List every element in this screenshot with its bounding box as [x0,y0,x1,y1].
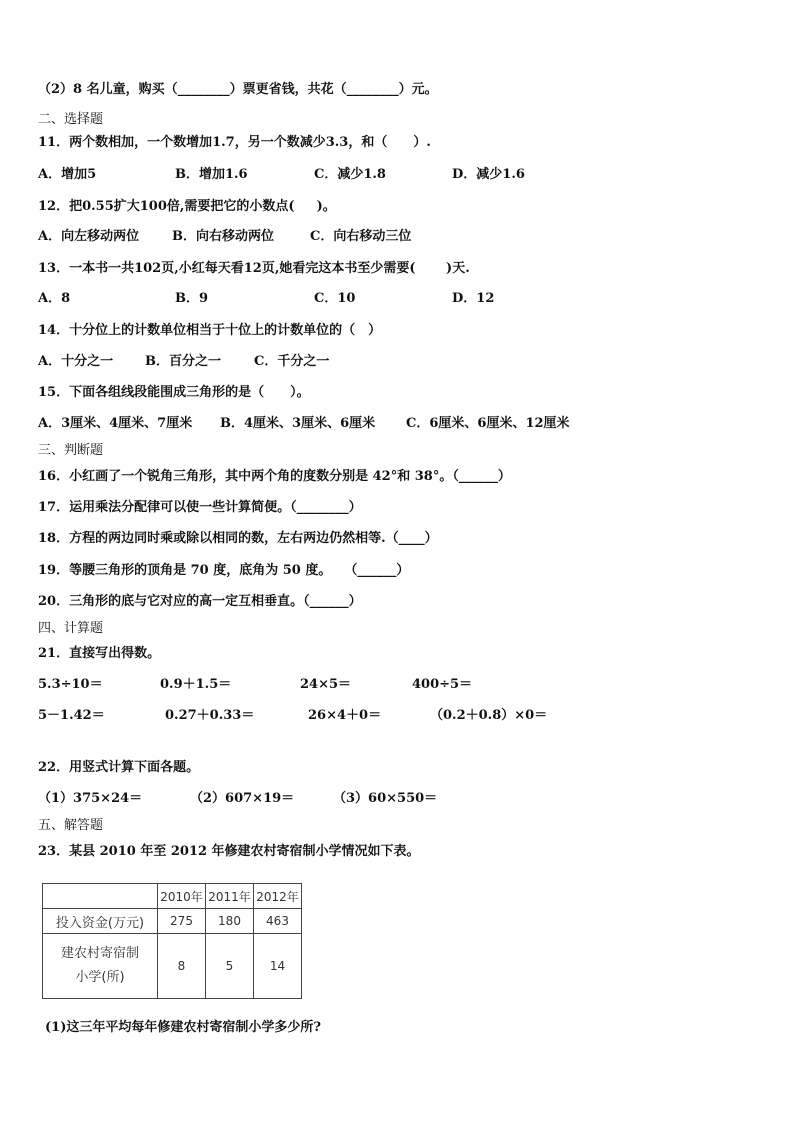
question-19: 19．等腰三角形的顶角是 70 度，底角为 50 度。 （______） [38,563,410,578]
calc-21-r2-c2: 0.27＋0.33＝ [165,708,255,723]
option-11-d: D．减少1.6 [452,167,525,182]
calc-21-r2-c4: （0.2＋0.8）×0＝ [430,708,548,723]
question-13: 13．一本书一共102页,小红每天看12页,她看完这本书至少需要( )天. [38,261,470,276]
table-row [43,909,302,934]
section-heading-choice: 二、选择题 [38,112,104,127]
row-label-line2: 小学(所) [75,970,125,985]
table-cell: 14 [254,934,302,999]
table-cell: 180 [206,909,254,934]
question-23: 23．某县 2010 年至 2012 年修建农村寄宿制小学情况如下表。 [38,844,420,859]
option-15-b: B．4厘米、3厘米、6厘米 [220,416,376,431]
calc-21-r1-c2: 0.9＋1.5＝ [160,677,232,692]
option-13-d: D．12 [452,291,495,306]
calc-21-r2-c1: 5－1.42＝ [38,708,105,723]
calc-21-r1-c4: 400÷5＝ [412,677,473,692]
question-15: 15．下面各组线段能围成三角形的是（ ）。 [38,385,310,400]
option-14-c: C．千分之一 [254,354,330,369]
question-20: 20．三角形的底与它对应的高一定互相垂直。（______） [38,594,362,609]
row-label: 投入资金(万元) [43,909,158,934]
option-12-b: B．向右移动两位 [172,229,274,244]
option-12-c: C．向右移动三位 [310,229,412,244]
option-13-b: B．9 [175,291,209,306]
data-table [42,883,302,999]
option-11-b: B．增加1.6 [175,167,248,182]
question-17: 17．运用乘法分配律可以使一些计算简便。（________） [38,500,362,515]
option-13-a: A．8 [38,291,71,306]
calc-22-2: （2）607×19＝ [190,791,295,806]
calc-21-r1-c3: 24×5＝ [300,677,352,692]
question-11: 11．两个数相加，一个数增加1.7，另一个数减少3.3，和（ ）. [38,135,431,150]
calc-21-r2-c3: 26×4＋0＝ [308,708,382,723]
option-14-b: B．百分之一 [145,354,221,369]
table-corner-cell [43,884,158,909]
option-14-a: A．十分之一 [38,354,114,369]
option-13-c: C．10 [314,291,356,306]
question-14: 14．十分位上的计数单位相当于十位上的计数单位的（ ） [38,323,382,338]
calc-21-r1-c1: 5.3÷10＝ [38,677,103,692]
row-label-line1: 建农村寄宿制 [60,946,139,961]
question-22: 22．用竖式计算下面各题。 [38,760,200,775]
calc-22-3: （3）60×550＝ [333,791,438,806]
table-row [43,934,302,999]
table-header-row [43,884,302,909]
table-header-cell: 2012年 [254,884,302,909]
question-18: 18．方程的两边同时乘或除以相同的数，左右两边仍然相等.（____） [38,531,438,546]
table-cell: 5 [206,934,254,999]
table-cell: 463 [254,909,302,934]
row-label [43,934,158,999]
option-15-c: C．6厘米、6厘米、12厘米 [406,416,570,431]
calc-22-1: （1）375×24＝ [38,791,143,806]
section-heading-calc: 四、计算题 [38,621,104,636]
table-header-cell: 2011年 [206,884,254,909]
table-header-cell: 2010年 [158,884,206,909]
question-10-2: （2）8 名儿童，购买（________）票更省钱，共花（________）元。 [38,82,438,97]
section-heading-solve: 五、解答题 [38,818,104,833]
option-11-a: A．增加5 [38,167,97,182]
table-cell: 8 [158,934,206,999]
option-11-c: C．减少1.8 [314,167,386,182]
option-15-a: A．3厘米、4厘米、7厘米 [38,416,193,431]
question-12: 12．把0.55扩大100倍,需要把它的小数点( )。 [38,199,336,214]
table-cell: 275 [158,909,206,934]
section-heading-judge: 三、判断题 [38,443,104,458]
option-12-a: A．向左移动两位 [38,229,140,244]
question-16: 16．小红画了一个锐角三角形，其中两个角的度数分别是 42°和 38°。（______） [38,469,511,484]
question-21: 21．直接写出得数。 [38,646,161,661]
question-23-sub-1: (1)这三年平均每年修建农村寄宿制小学多少所? [45,1020,321,1035]
